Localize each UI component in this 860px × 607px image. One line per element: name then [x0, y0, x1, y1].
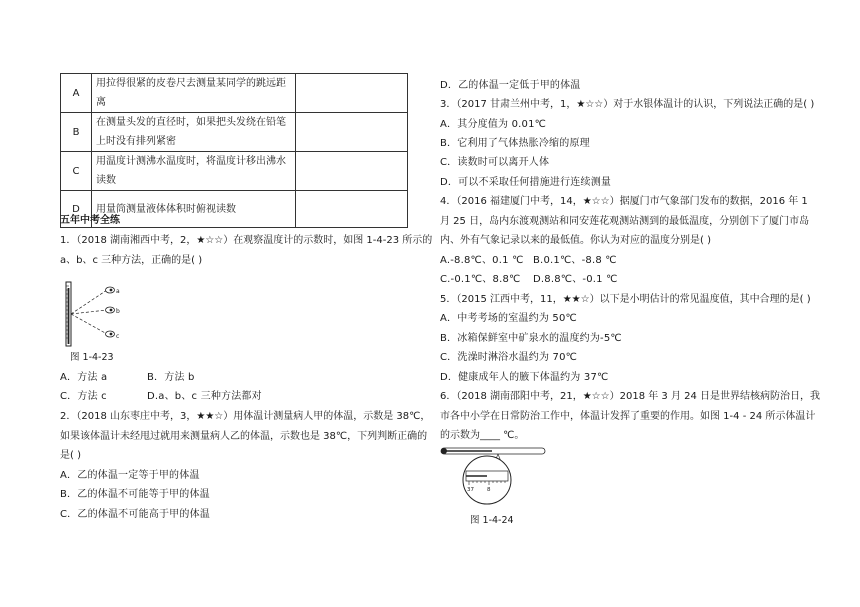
q4-line1: 4．（2016 福建厦门中考，14，★☆☆）据厦门市气象部门发布的数据，2016 年 1 — [440, 196, 808, 207]
q6-line1: 6．（2018 湖南邵阳中考，21，★☆☆）2018 年 3 月 24 日是世界结核病防治日，我 — [440, 391, 821, 402]
q2-line1: 2．（2018 山东枣庄中考，3，★★☆）用体温计测量病人甲的体温，示数是 38℃， — [60, 411, 431, 422]
q2-line3: 是( ) — [60, 450, 81, 461]
row-text: 用温度计测沸水温度时，将温度计移出沸水读数 — [92, 152, 296, 191]
q1-option-a: A．方法 a — [60, 372, 108, 383]
row-key: D — [61, 191, 92, 228]
row-blank-cell — [296, 74, 408, 113]
q2-option-a: A．乙的体温一定等于甲的体温 — [60, 470, 200, 481]
q1-caption: 图 1-4-23 — [70, 352, 114, 363]
q3-option-b: B．它利用了气体热胀冷缩的原理 — [440, 138, 590, 149]
q5-option-a: A．中考考场的室温约为 50℃ — [440, 313, 577, 324]
q1-option-b: B．方法 b — [147, 372, 195, 383]
q5-option-c: C．洗澡时淋浴水温约为 70℃ — [440, 352, 578, 363]
q5-line1: 5．（2015 江西中考，11，★★☆）以下是小明估计的常见温度值，其中合理的是( ) — [440, 294, 811, 305]
fig-label-b: b — [116, 308, 120, 315]
row-text: 在测量头发的直径时，如果把头发绕在铅笔上时没有排列紧密 — [92, 113, 296, 152]
row-key: C — [61, 152, 92, 191]
row-blank-cell — [296, 152, 408, 191]
row-key: B — [61, 113, 92, 152]
q1-figure — [60, 280, 160, 348]
q6-line3: 的示数为____ ℃。 — [440, 430, 525, 441]
row-blank-cell — [296, 113, 408, 152]
q5-option-b: B．冰箱保鲜室中矿泉水的温度约为-5℃ — [440, 333, 622, 344]
q1-line2: a、b、c 三种方法，正确的是( ) — [60, 255, 203, 266]
q3-option-a: A．其分度值为 0.01℃ — [440, 119, 547, 130]
q6-caption: 图 1-4-24 — [470, 515, 514, 526]
row-text: 用拉得很紧的皮卷尺去测量某同学的跳远距离 — [92, 74, 296, 113]
q3-option-d: D．可以不采取任何措施进行连续测量 — [440, 177, 612, 188]
q1-line1: 1．（2018 湖南湘西中考，2，★☆☆）在观察温度计的示数时，如图 1-4-23 所示的 — [60, 235, 433, 246]
q4-option-a: A.-8.8℃、0.1 ℃ — [440, 255, 524, 266]
section-title: 五年中考全练 — [60, 215, 120, 226]
q6-line2: 市各中小学在日常防治工作中，体温计发挥了重要的作用。如图 1-4 - 24 所示体温计 — [440, 411, 816, 422]
fig-label-a: a — [116, 288, 120, 295]
row-blank-cell — [296, 191, 408, 228]
q4-line2: 月 25 日，岛内东渡观测站和同安莲花观测站测到的最低温度，分别创下了厦门市岛 — [440, 216, 810, 227]
row-text: 用量筒测量液体体积时俯视读数 — [92, 191, 296, 228]
q2-option-d: D．乙的体温一定低于甲的体温 — [440, 80, 581, 91]
q1-option-d: D.a、b、c 三种方法都对 — [147, 391, 262, 402]
scale-label-37: 37 — [467, 487, 474, 493]
q4-option-d: D.8.8℃、-0.1 ℃ — [533, 274, 618, 285]
table-row — [61, 113, 408, 152]
q3-line1: 3．（2017 甘肃兰州中考，1，★☆☆）对于水银体温计的认识，下列说法正确的是( ) — [440, 99, 815, 110]
q2-line2: 如果该体温计未经甩过就用来测量病人乙的体温，示数也是 38℃，下列判断正确的 — [60, 431, 428, 442]
table-row — [61, 152, 408, 191]
row-key: A — [61, 74, 92, 113]
q4-line3: 内、外有气象记录以来的最低值。你认为对应的温度分别是( ) — [440, 235, 711, 246]
scale-label-8: 8 — [487, 487, 491, 493]
q1-option-c: C．方法 c — [60, 391, 107, 402]
fig-label-c: c — [116, 333, 120, 340]
q2-option-c: C．乙的体温不可能高于甲的体温 — [60, 509, 210, 520]
q6-thermometer-figure — [440, 445, 550, 505]
table-row — [61, 74, 408, 113]
q3-option-c: C．读数时可以离开人体 — [440, 157, 550, 168]
q2-option-b: B．乙的体温不可能等于甲的体温 — [60, 489, 210, 500]
error-table — [60, 73, 408, 228]
q5-option-d: D．健康成年人的腋下体温约为 37℃ — [440, 372, 609, 383]
q4-option-b: B.0.1℃、-8.8 ℃ — [533, 255, 617, 266]
q4-option-c: C.-0.1℃、8.8℃ — [440, 274, 521, 285]
